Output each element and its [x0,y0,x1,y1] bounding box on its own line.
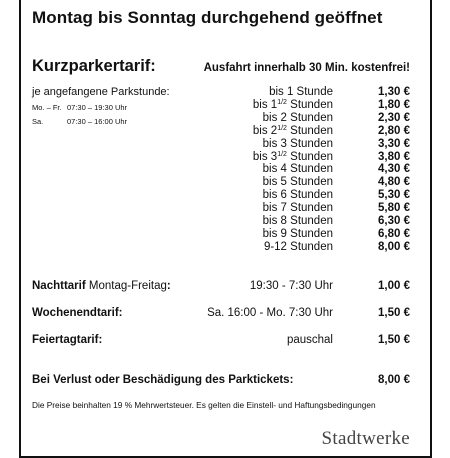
rate-duration [195,163,333,175]
rate-duration-text: 9-12 Stunden [263,240,333,253]
holiday-tariff-label [32,334,102,346]
rate-duration-text: bis 2 [252,124,278,137]
rate-price: 6,30 € [378,215,410,227]
fraction-denominator: 2 [283,150,287,158]
rate-price: 8,00 € [378,240,410,253]
rate-price: 2,30 € [378,111,410,124]
hours-weekday [32,103,127,112]
vat-footnote: Die Preise beinhalten 19 % Mehrwertsteuer. Es gelten die Einstell- und Haftungsbedingungen [32,400,376,410]
hours-time: 07:30 – 16:00 Uhr [67,117,128,126]
hours-days: Mo. – Fr. [32,103,62,112]
night-tariff-days: Montag-Freitag [85,280,167,292]
weekend-tariff-time: Sa. 16:00 - Mo. 7:30 Uhr [207,307,333,319]
half-hour-fraction: 1/2 [277,150,287,158]
night-tariff-time: 19:30 - 7:30 Uhr [249,280,333,292]
rate-duration-text: bis 3 [252,150,278,163]
rate-duration-text: bis 5 Stunden [262,176,333,189]
rate-duration-text: bis 8 Stunden [262,215,333,227]
rate-duration-text: bis 1 Stunde [269,86,333,98]
half-hour-fraction: 1/2 [277,124,287,132]
holiday-tariff-title: Feiertagtarif: [32,334,103,346]
holiday-tariff-type: pauschal [286,334,333,346]
rate-price: 6,80 € [378,227,410,240]
rate-duration [195,241,333,253]
lost-ticket-price: 8,00 € [378,374,410,386]
rate-price: 1,30 € [378,86,410,98]
weekend-tariff-label [32,307,123,319]
fraction-numerator: 1 [277,124,282,132]
fraction-numerator: 1 [277,150,282,158]
rate-price: 3,80 € [378,150,410,163]
night-tariff-price: 1,00 € [378,280,410,292]
rate-duration [195,125,333,137]
rate-duration-unit: Stunden [286,124,333,137]
rate-duration [195,112,333,124]
rate-duration-text: bis 7 Stunden [262,202,333,215]
rate-duration [195,99,333,111]
night-tariff-title: Nachttarif [32,280,86,292]
rate-duration [195,176,333,188]
hours-time: 07:30 – 19:30 Uhr [67,103,128,112]
rate-duration-text: bis 4 Stunden [262,163,333,176]
rate-duration [195,151,333,163]
weekend-tariff-title: Wochenendtarif: [32,307,123,319]
fraction-numerator: 1 [277,98,282,106]
fraction-denominator: 2 [283,124,287,132]
weekend-tariff-price: 1,50 € [378,307,410,319]
rate-price: 3,30 € [378,137,410,150]
short-term-title: Kurzparkertarif: [32,57,156,75]
rate-price: 5,80 € [378,202,410,215]
rate-duration [195,86,333,98]
opening-hours-headline: Montag bis Sonntag durchgehend geöffnet [32,8,383,27]
per-hour-intro: je angefangene Parkstunde: [32,86,170,98]
rate-duration-unit: Stunden [286,98,333,111]
rate-duration [195,189,333,201]
half-hour-fraction: 1/2 [277,98,287,106]
rate-duration [195,138,333,150]
free-exit-note: Ausfahrt innerhalb 30 Min. kostenfrei! [203,62,410,74]
night-tariff-colon: : [166,280,171,292]
rate-duration-text: bis 9 Stunden [262,227,333,240]
rate-duration-text: bis 2 Stunden [262,111,333,124]
rate-duration-text: bis 6 Stunden [262,189,333,202]
rate-price: 2,80 € [378,124,410,137]
lost-ticket-label: Bei Verlust oder Beschädigung des Parktickets: [32,374,294,386]
rate-price: 4,80 € [378,176,410,189]
rate-price: 5,30 € [378,189,410,202]
fraction-denominator: 2 [283,98,287,106]
brand-logo-text: Stadtwerke [321,428,410,449]
hours-saturday [32,117,127,126]
rate-duration [195,215,333,227]
rate-duration-unit: Stunden [286,150,333,163]
rate-price: 4,30 € [378,163,410,176]
holiday-tariff-price: 1,50 € [378,334,410,346]
rate-duration [195,228,333,240]
rate-duration-text: bis 1 [252,98,278,111]
rate-price: 1,80 € [378,98,410,111]
night-tariff-label [32,280,171,292]
rate-duration-text: bis 3 Stunden [262,137,333,150]
rate-duration [195,202,333,214]
hours-days: Sa. [32,117,44,126]
